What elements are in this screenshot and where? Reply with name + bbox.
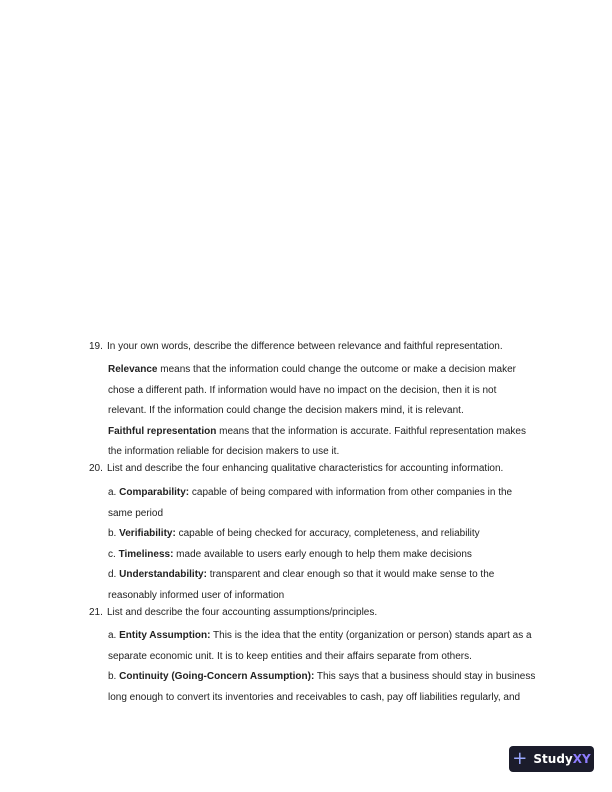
answer-line: c. Timeliness: made available to users early enough to help them make decisions	[108, 548, 472, 560]
term-bold: Relevance	[108, 364, 158, 375]
plus-icon: +	[512, 748, 528, 769]
question-20	[89, 463, 503, 475]
answer-line: chose a different path. If information would have no impact on the decision, then it is not	[108, 384, 497, 396]
studyxy-badge[interactable]	[509, 746, 594, 772]
answer-line: a. Comparability: capable of being compared with information from other companies in the	[108, 487, 513, 498]
answer-line: d. Understandability: transparent and clear enough so that it would make sense to the	[108, 569, 495, 580]
answer-line: relevant. If the information could change the decision makers mind, it is relevant.	[108, 405, 464, 416]
answer-line: reasonably informed user of information	[108, 589, 285, 601]
answer-line: Faithful representation means that the information is accurate. Faithful representation makes	[108, 425, 526, 437]
term-bold: Timeliness:	[118, 548, 174, 560]
answer-line: separate economic unit. It is to keep entities and their affairs separate from others.	[108, 650, 472, 662]
term-bold: Verifiability:	[119, 528, 176, 539]
question-number: 21.	[89, 607, 103, 618]
term-bold: Understandability:	[119, 569, 207, 580]
term-bold: Faithful representation	[108, 425, 217, 437]
answer-line: b. Continuity (Going-Concern Assumption): This says that a business should stay in business	[108, 671, 536, 682]
answer-21	[108, 630, 538, 712]
answer-line: the information reliable for decision makers to use it.	[108, 446, 340, 457]
answer-line: long enough to convert its inventories and receivables to cash, pay off liabilities regularly, and	[108, 691, 521, 703]
answer-line: Relevance means that the information could change the outcome or make a decision maker	[108, 364, 517, 375]
question-21	[89, 607, 377, 619]
term-bold: Comparability:	[119, 487, 190, 498]
question-number: 20.	[89, 463, 103, 474]
term-bold: Continuity (Going-Concern Assumption):	[119, 671, 315, 682]
answer-line: b. Verifiability: capable of being checked for accuracy, completeness, and reliability	[108, 528, 480, 539]
question-text: List and describe the four enhancing qualitative characteristics for accounting information.	[107, 463, 504, 474]
question-number: 19.	[89, 341, 103, 352]
answer-20	[108, 487, 538, 610]
answer-line: a. Entity Assumption: This is the idea that the entity (organization or person) stands apart as a	[108, 630, 532, 641]
term-bold: Entity Assumption:	[119, 630, 211, 641]
question-text: In your own words, describe the difference between relevance and faithful representation.	[107, 341, 503, 352]
question-19	[89, 341, 503, 353]
brand-suffix: XY	[572, 752, 591, 766]
answer-19	[108, 364, 538, 467]
question-text: List and describe the four accounting assumptions/principles.	[107, 607, 378, 618]
brand-name: Study	[533, 752, 573, 766]
answer-line: same period	[108, 507, 164, 519]
